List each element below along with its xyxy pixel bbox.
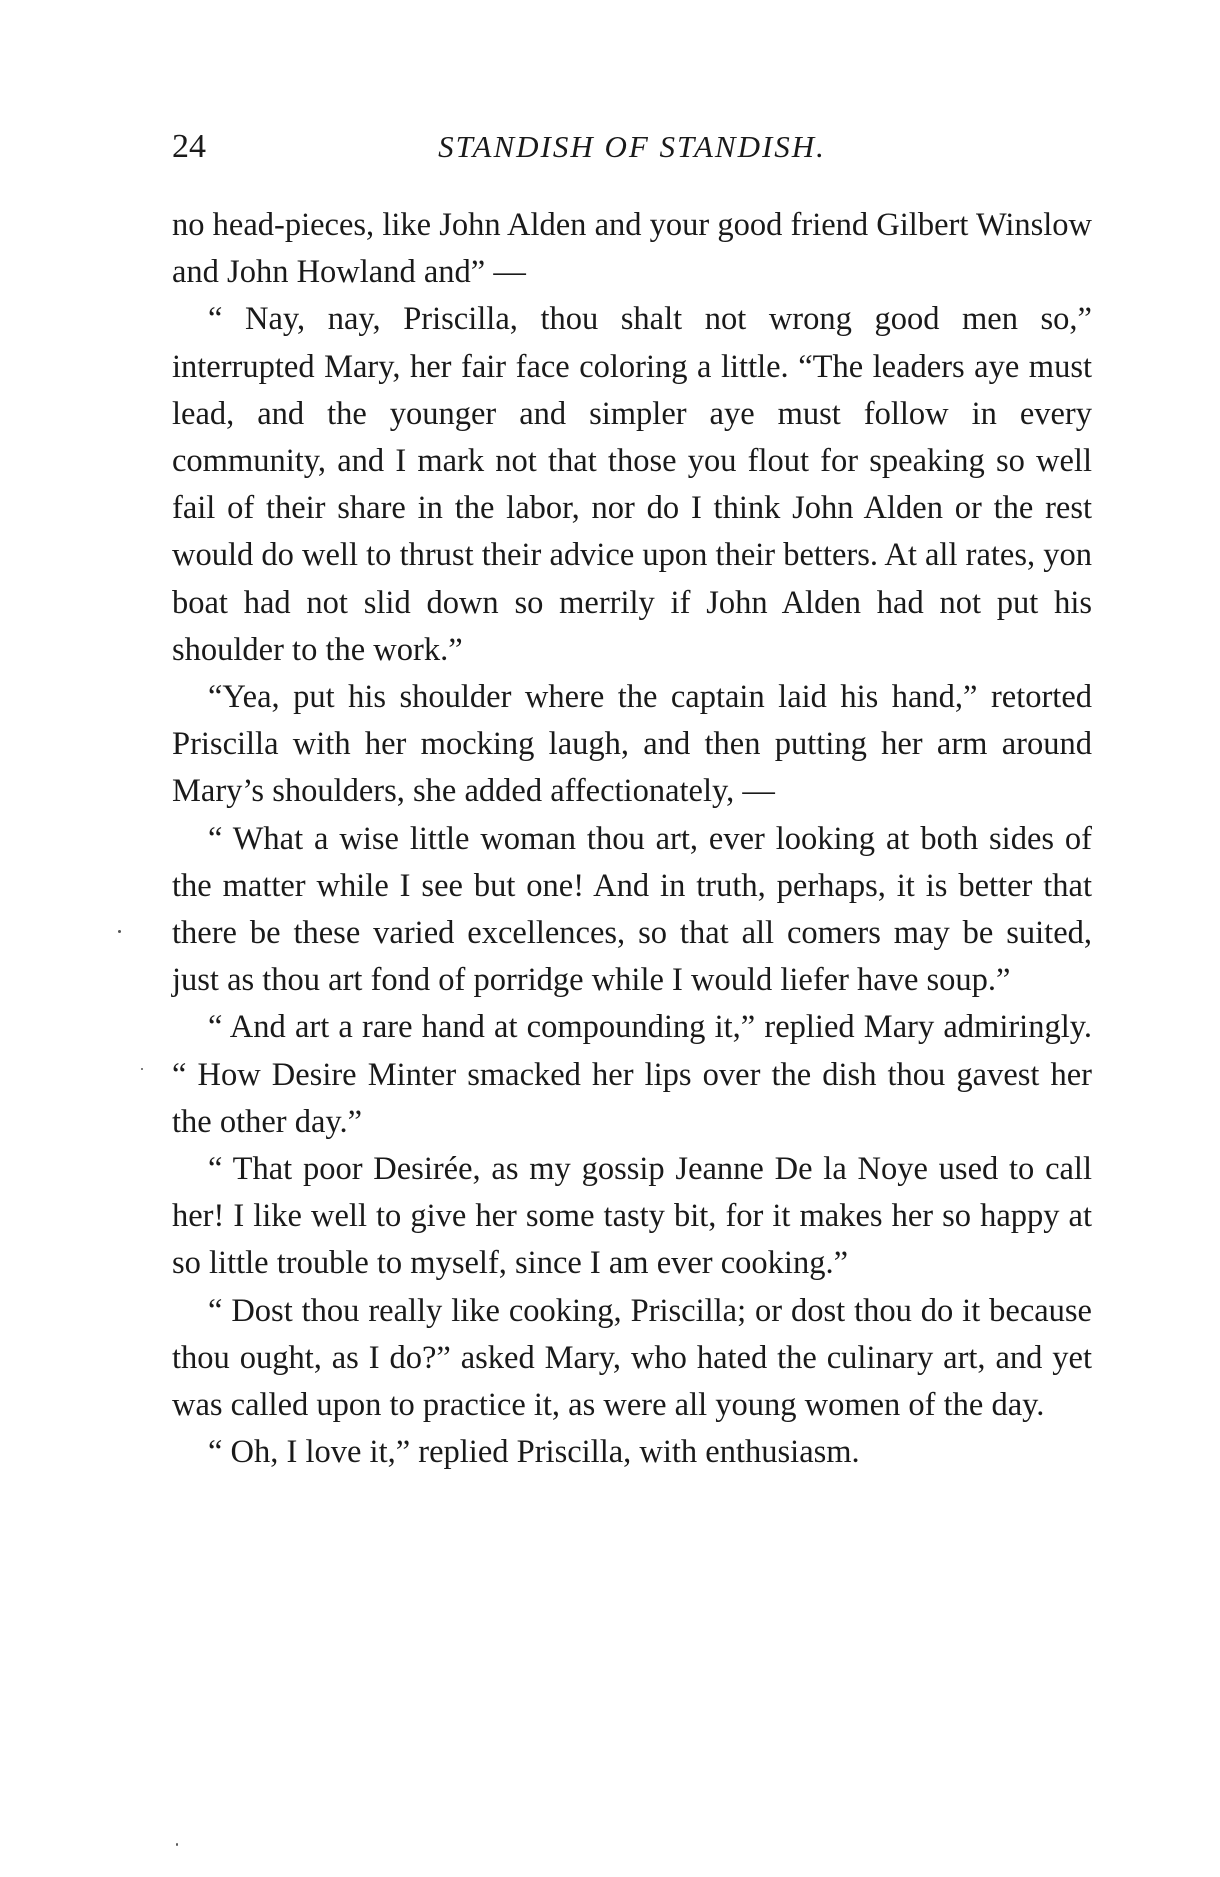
- paper-speck: [176, 1843, 178, 1846]
- paragraph: “ Nay, nay, Priscilla, thou shalt not wrong good men so,” interrupted Mary, her fair face coloring a little. “The leaders aye must lead, and the younger and simpler aye must follow in every community, and I mark not that those you flout for speaking so well fail of their share in the labor, nor do I think John Alden or the rest would do well to thrust their advice upon their betters. At all rates, yon boat had not slid down so merrily if John Alden had not put his shoulder to the work.”: [172, 301, 1092, 668]
- paragraph: “Yea, put his shoulder where the captain laid his hand,” retorted Priscilla with her mocking laugh, and then putting her arm around Mary’s shoulders, she added affectionately, —: [172, 679, 1092, 810]
- running-title: STANDISH OF STANDISH.: [438, 129, 826, 164]
- paper-speck: [141, 1068, 143, 1070]
- paragraph: “ That poor Desirée, as my gossip Jeanne De la Noye used to call her! I like well to give her some tasty bit, for it makes her so happy at so little trouble to myself, since I am ever cooking.”: [172, 1151, 1092, 1282]
- page-number: 24: [172, 128, 206, 165]
- paragraph: “ Dost thou really like cooking, Priscilla; or dost thou do it because thou ought, as I do?” asked Mary, who hated the culinary art, and yet was called upon to practice it, as were all young women of the day.: [172, 1292, 1092, 1424]
- page-header: [172, 122, 1092, 172]
- paragraph: “ And art a rare hand at compounding it,” replied Mary admiringly. “ How Desire Minter smacked her lips over the dish thou gavest her the other day.”: [172, 1009, 1092, 1140]
- body-text: [172, 202, 1092, 1476]
- paragraph: “ What a wise little woman thou art, ever looking at both sides of the matter while I see but one! And in truth, perhaps, it is better that there be these varied excellences, so that all comers may be suited, just as thou art fond of porridge while I would liefer have soup.”: [172, 820, 1092, 999]
- paper-speck: [118, 930, 121, 933]
- paragraph: “ Oh, I love it,” replied Priscilla, with enthusiasm.: [208, 1434, 860, 1471]
- paragraph: no head-pieces, like John Alden and your good friend Gilbert Winslow and John Howland and” —: [172, 207, 1092, 291]
